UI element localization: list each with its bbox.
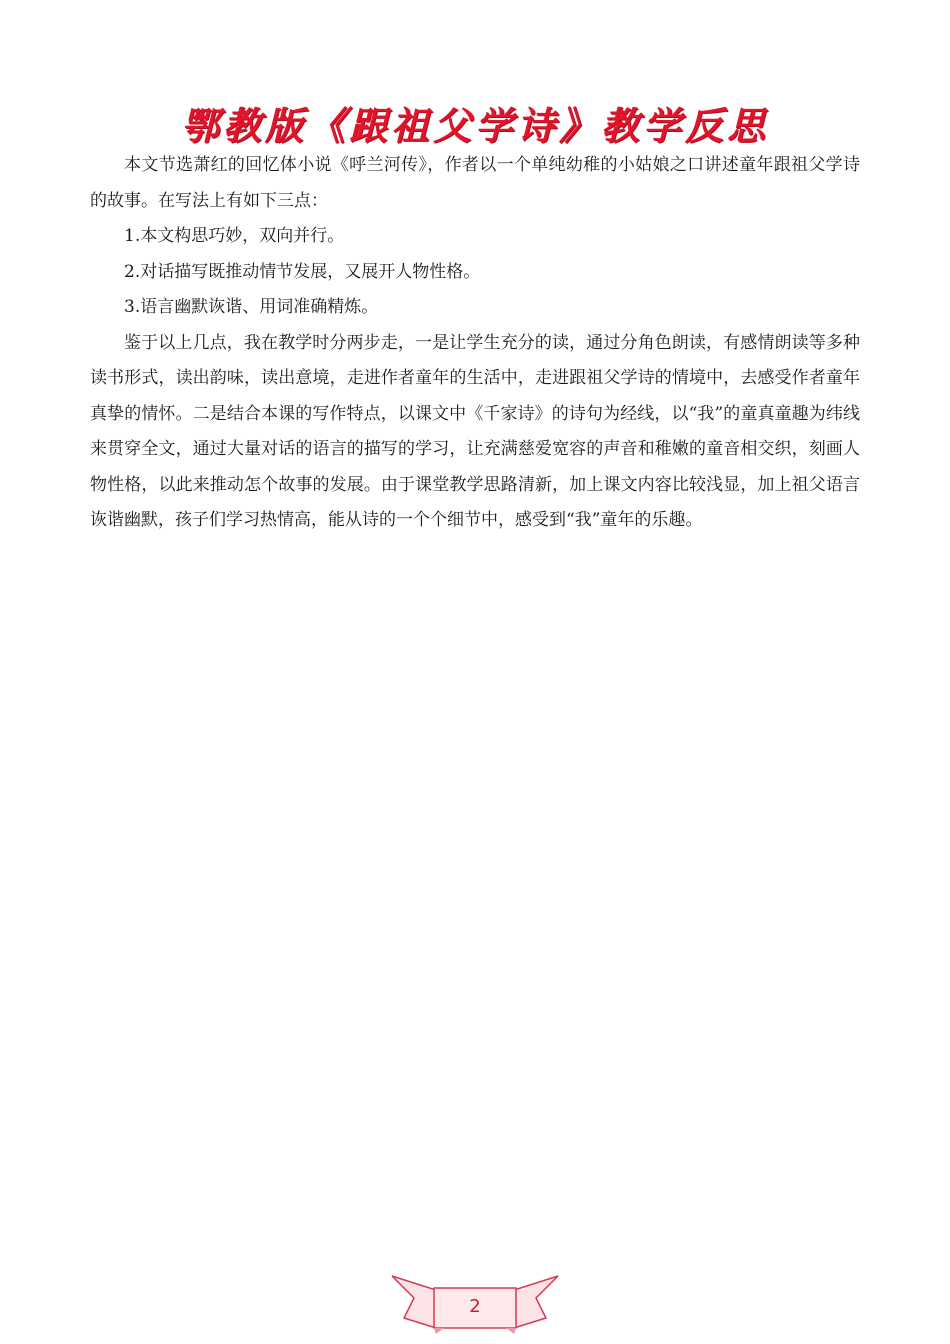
paragraph-intro: 本文节选萧红的回忆体小说《呼兰河传》，作者以一个单纯幼稚的小姑娘之口讲述童年跟祖父学诗的故事。在写法上有如下三点： <box>90 155 860 211</box>
paragraph-point-2: 2.对话描写既推动情节发展，又展开人物性格。 <box>124 261 481 282</box>
page-number: 2 <box>469 1296 481 1317</box>
document-body <box>90 148 860 539</box>
paragraph-reflection: 鉴于以上几点，我在教学时分两步走，一是让学生充分的读，通过分角色朗读，有感情朗读等多种读书形式，读出韵味，读出意境，走进作者童年的生活中，走进跟祖父学诗的情境中，去感受作者童年真挚的情怀。二是结合本课的写作特点，以课文中《千家诗》的诗句为经线，以“我”的童真童趣为纬线来贯穿全文，通过大量对话的语言的描写的学习，让充满慈爱宽容的声音和稚嫩的童音相交织，刻画人物性格，以此来推动怎个故事的发展。由于课堂教学思路清新，加上课文内容比较浅显，加上祖父语言诙谐幽默，孩子们学习热情高，能从诗的一个个细节中，感受到“我”童年的乐趣。 <box>90 332 860 530</box>
paragraph-point-3: 3.语言幽默诙谐、用词准确精炼。 <box>124 297 379 317</box>
page-title: 鄂教版《跟祖父学诗》教学反思 <box>180 104 769 148</box>
paragraph-point-1: 1.本文构思巧妙，双向并行。 <box>124 226 345 246</box>
